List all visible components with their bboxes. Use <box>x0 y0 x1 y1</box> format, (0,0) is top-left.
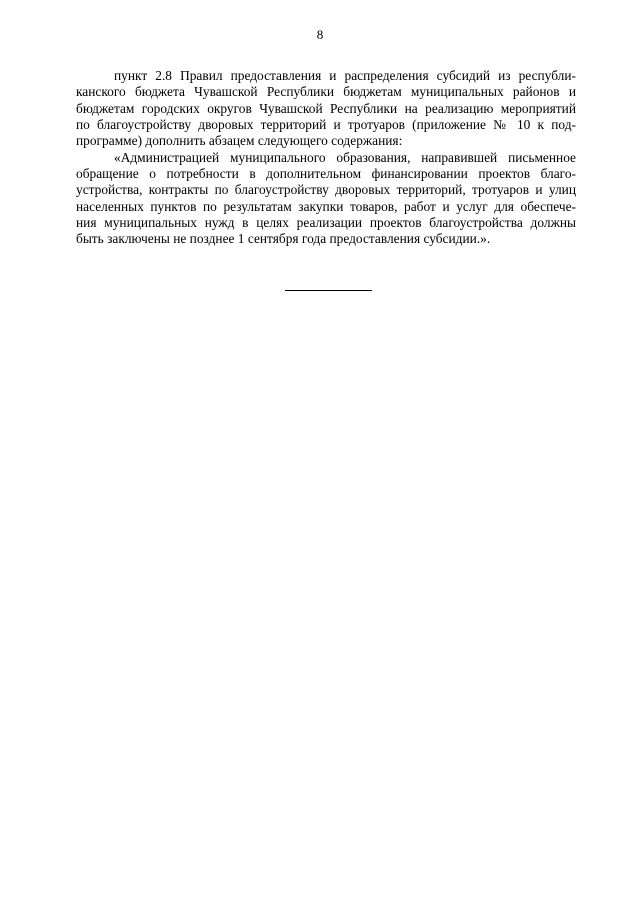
page-number: 8 <box>316 27 324 42</box>
text-line: пункт 2.8 Правил предоставления и распределения субсидий из республи- <box>114 68 576 83</box>
text-line: обращение о потребности в дополнительном финансировании проектов благо- <box>76 166 576 181</box>
text-line: устройства, контракты по благоустройству дворовых территорий, тротуаров и улиц <box>76 182 576 197</box>
end-separator-line <box>285 290 372 291</box>
text-line: программе) дополнить абзацем следующего содержания: <box>76 133 403 148</box>
text-line: быть заключены не позднее 1 сентября года предоставления субсидии.». <box>76 231 491 246</box>
text-line: населенных пунктов по результатам закупки товаров, работ и услуг для обеспече- <box>76 199 576 214</box>
text-line: «Администрацией муниципального образования, направившей письменное <box>114 150 576 165</box>
text-line: ния муниципальных нужд в целях реализации проектов благоустройства должны <box>76 215 576 230</box>
text-line: бюджетам городских округов Чувашской Республики на реализацию мероприятий <box>76 101 576 116</box>
text-line: канского бюджета Чувашской Республики бюджетам муниципальных районов и <box>76 84 576 99</box>
text-line: по благоустройству дворовых территорий и тротуаров (приложение № 10 к под- <box>76 117 576 132</box>
